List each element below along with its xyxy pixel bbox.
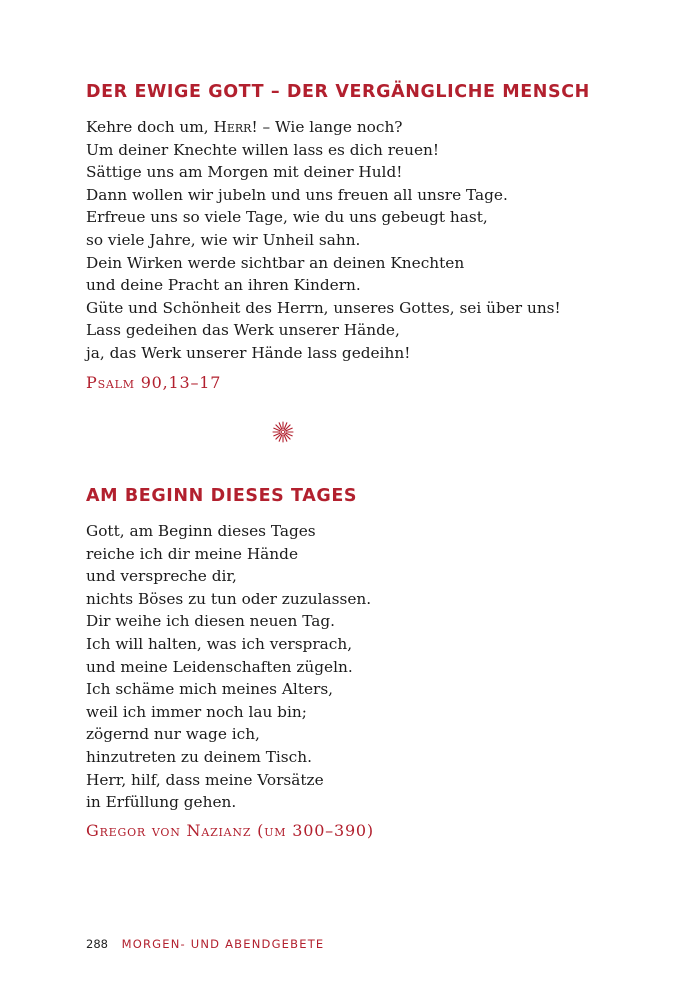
poem-line: Gott, am Beginn dieses Tages <box>86 522 316 540</box>
poem-line: Dein Wirken werde sichtbar an deinen Knechten <box>86 253 465 272</box>
poem-line: zögernd nur wage ich, <box>86 725 260 744</box>
poem-line-post: – Wie lange noch? <box>257 118 403 136</box>
prayer-text <box>86 520 371 814</box>
poem-line: weil ich immer noch lau bin; <box>86 702 307 721</box>
divine-name: Herr! <box>213 118 258 136</box>
poem-line: und deine Pracht an ihren Kindern. <box>86 276 361 295</box>
poem-line: hinzutreten zu deinem Tisch. <box>86 747 312 766</box>
page-footer <box>86 937 324 951</box>
poem-line: in Erfüllung gehen. <box>86 793 237 812</box>
poem-line: Um deiner Knechte willen lass es dich reuen! <box>86 140 440 159</box>
poem-line-pre: Kehre doch um, <box>86 118 214 136</box>
poem-line: Dann wollen wir jubeln und uns freuen all unsre Tage. <box>86 185 508 204</box>
prayer-source: Gregor von Nazianz (um 300–390) <box>86 821 374 840</box>
poem-line <box>86 116 561 139</box>
poem-line: so viele Jahre, wie wir Unheil sahn. <box>86 230 361 249</box>
poem-line: Herr, hilf, dass meine Vorsätze <box>86 770 324 789</box>
section-title-ewige-gott: DER EWIGE GOTT – DER VERGÄNGLICHE MENSCH <box>86 82 590 102</box>
poem-line: Ich schäme mich meines Alters, <box>86 680 334 699</box>
poem-line: Güte und Schönheit des Herrn, unseres Gottes, sei über uns! <box>86 298 561 317</box>
poem-line: Dir weihe ich diesen neuen Tag. <box>86 612 335 631</box>
poem-line: Lass gedeihen das Werk unserer Hände, <box>86 321 400 340</box>
psalm-text <box>86 116 561 365</box>
poem-line: Erfreue uns so viele Tage, wie du uns gebeugt hast, <box>86 208 488 227</box>
poem-line: und meine Leidenschaften zügeln. <box>86 657 353 676</box>
page-number: 288 <box>86 937 108 951</box>
poem-line: Ich will halten, was ich versprach, <box>86 634 353 653</box>
poem-line: Sättige uns am Morgen mit deiner Huld! <box>86 163 403 182</box>
running-head: MORGEN- UND ABENDGEBETE <box>121 937 325 951</box>
poem-line: nichts Böses zu tun oder zuzulassen. <box>86 589 372 608</box>
poem-line: ja, das Werk unserer Hände lass gedeihn! <box>86 343 411 362</box>
psalm-source: Psalm 90,13–17 <box>86 373 222 392</box>
poem-line: und verspreche dir, <box>86 567 237 586</box>
section-title-am-beginn: AM BEGINN DIESES TAGES <box>86 486 358 506</box>
starburst-ornament-icon <box>272 421 294 443</box>
poem-line: reiche ich dir meine Hände <box>86 544 298 563</box>
